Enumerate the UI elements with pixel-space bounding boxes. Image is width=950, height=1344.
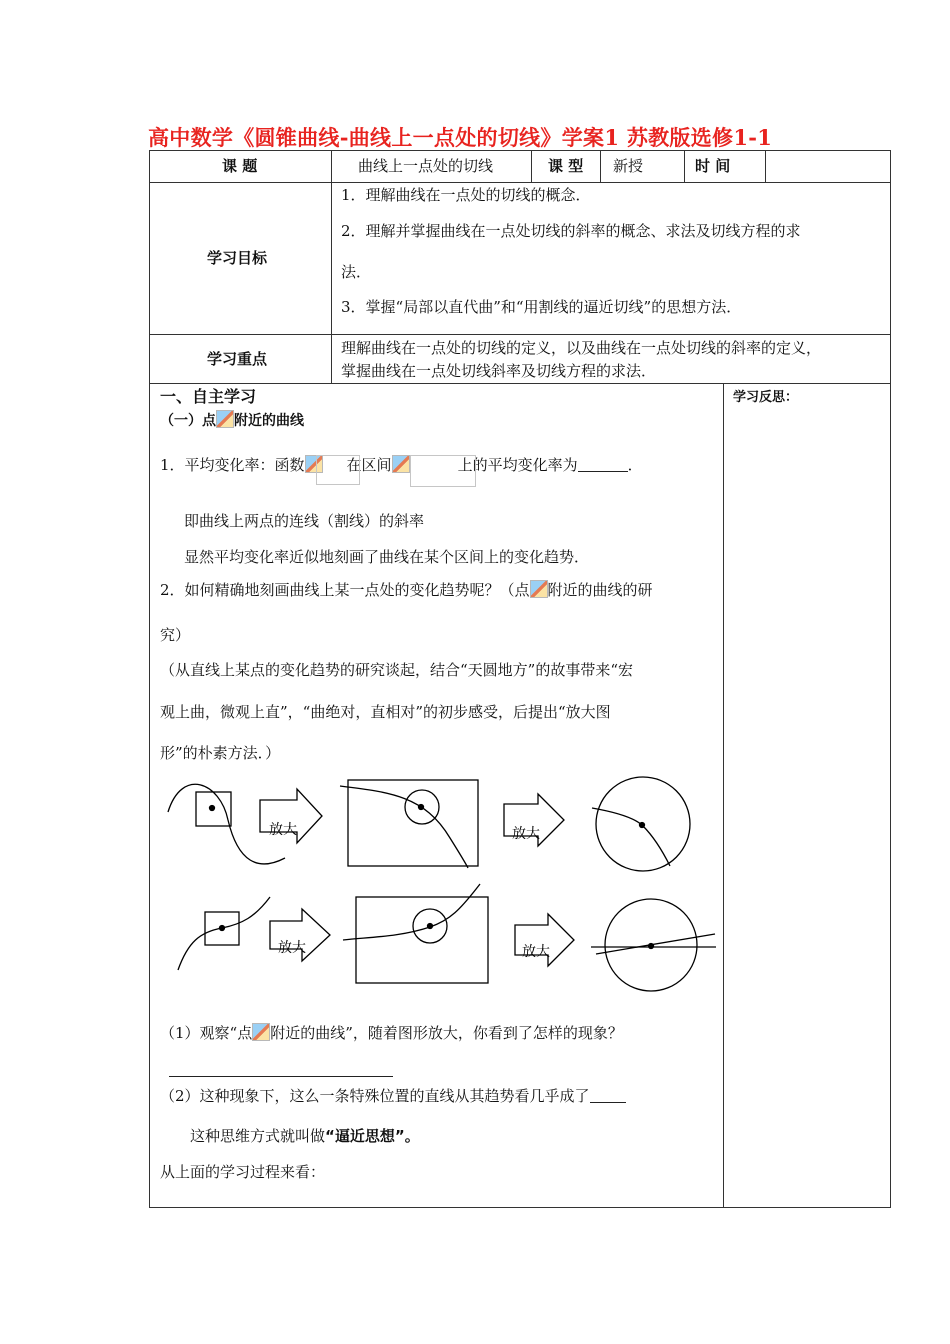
paragraph-6 [190,1127,420,1145]
goal-item-1: 1．理解曲线在一点处的切线的概念． [341,186,591,204]
answer-blank[interactable] [590,1088,626,1103]
formula-frame [410,455,476,487]
paragraph-4 [160,580,653,599]
q1-text-b: 附近的曲线”，随着图形放大，你看到了怎样的现象？ [270,1024,623,1042]
divider [600,150,601,183]
zoom-label: 放大 [512,826,540,842]
subsection-prefix: （一）点 [160,413,216,429]
focus-label: 学习重点 [207,350,268,368]
divider [684,150,685,183]
subsection-heading [160,410,304,430]
point-dot [220,926,225,931]
zoom-label: 放大 [522,944,550,960]
type-label: 课 型 [548,157,584,175]
goal-item-3: 3．掌握“局部以直代曲”和“用割线的逼近切线”的思想方法． [341,298,742,316]
formula-image-icon [392,455,410,473]
q1-text-a: （1）观察“点 [160,1024,253,1042]
paragraph-1 [160,455,643,474]
curve [343,884,480,940]
goal-item-2-cont: 法． [341,263,372,281]
subsection-suffix: 附近的曲线 [234,413,304,429]
document-title: 高中数学《圆锥曲线-曲线上一点处的切线》学案1 苏教版选修1-1 [148,125,773,150]
p4-text-a: 2．如何精确地刻画曲线上某一点处的变化趋势呢？（点 [160,581,530,599]
magnification-diagram [160,772,720,992]
paragraph-5-line-1: （从直线上某点的变化趋势的研究谈起，结合“天圆地方”的故事带来“宏 [160,661,634,679]
goal-item-2: 2．理解并掌握曲线在一点处切线的斜率的概念、求法及切线方程的求 [341,222,801,240]
zoom-label: 放大 [269,822,297,838]
paragraph-5-line-3: 形”的朴素方法．） [160,744,281,762]
question-2 [160,1087,626,1105]
time-label: 时 间 [695,157,731,175]
question-1 [160,1023,623,1042]
topic-value: 曲线上一点处的切线 [358,157,494,175]
paragraph-2: 即曲线上两点的连线（割线）的斜率 [184,512,425,530]
section-heading: 一、自主学习 [160,387,257,406]
zoom-rect [356,897,488,983]
p1-text-c: 上的平均变化率为 [457,456,578,474]
point-dot [428,924,433,929]
p6-text-a: 这种思维方式就叫做 [190,1127,326,1145]
paragraph-7: 从上面的学习过程来看： [160,1163,326,1181]
paragraph-5-line-2: 观上曲，微观上直”，“曲绝对，直相对”的初步感受，后提出“放大图 [160,703,611,721]
curve [178,897,270,970]
goals-label: 学习目标 [207,249,268,267]
type-value: 新授 [613,157,644,175]
answer-line[interactable] [169,1076,393,1077]
divider [149,334,891,335]
answer-blank [578,457,628,472]
curve [168,784,285,864]
paragraph-4-cont: 究） [160,626,191,644]
formula-image-icon [530,580,548,598]
divider [723,383,724,1208]
formula-frame [316,455,360,485]
divider [149,182,891,183]
p4-text-b: 附近的曲线的研 [547,581,653,599]
formula-image-icon [252,1023,270,1041]
reflect-label: 学习反思： [733,390,799,405]
point-dot [210,806,215,811]
formula-image-icon [216,410,234,428]
approximation-term: “逼近思想”。 [325,1127,420,1145]
focus-line-2: 掌握曲线在一点处切线斜率及切线方程的求法． [341,362,657,380]
paragraph-3: 显然平均变化率近似地刻画了曲线在某个区间上的变化趋势． [184,548,590,566]
divider [331,150,332,384]
divider [765,150,766,183]
focus-line-1: 理解曲线在一点处的切线的定义，以及曲线在一点处切线的斜率的定义， [341,339,822,357]
curve [592,808,670,866]
p1-text-end: ． [627,456,643,474]
zoom-label: 放大 [278,940,306,956]
divider [531,150,532,183]
topic-label: 课 题 [222,157,258,175]
p1-text-a: 1．平均变化率：函数 [160,456,305,474]
point-dot [649,944,654,949]
point-dot [640,823,645,828]
point-dot [419,805,424,810]
p1-text-b: 在区间 [346,456,392,474]
curve [340,786,468,868]
q2-text: （2）这种现象下，这么一条特殊位置的直线从其趋势看几乎成了 [160,1087,590,1105]
